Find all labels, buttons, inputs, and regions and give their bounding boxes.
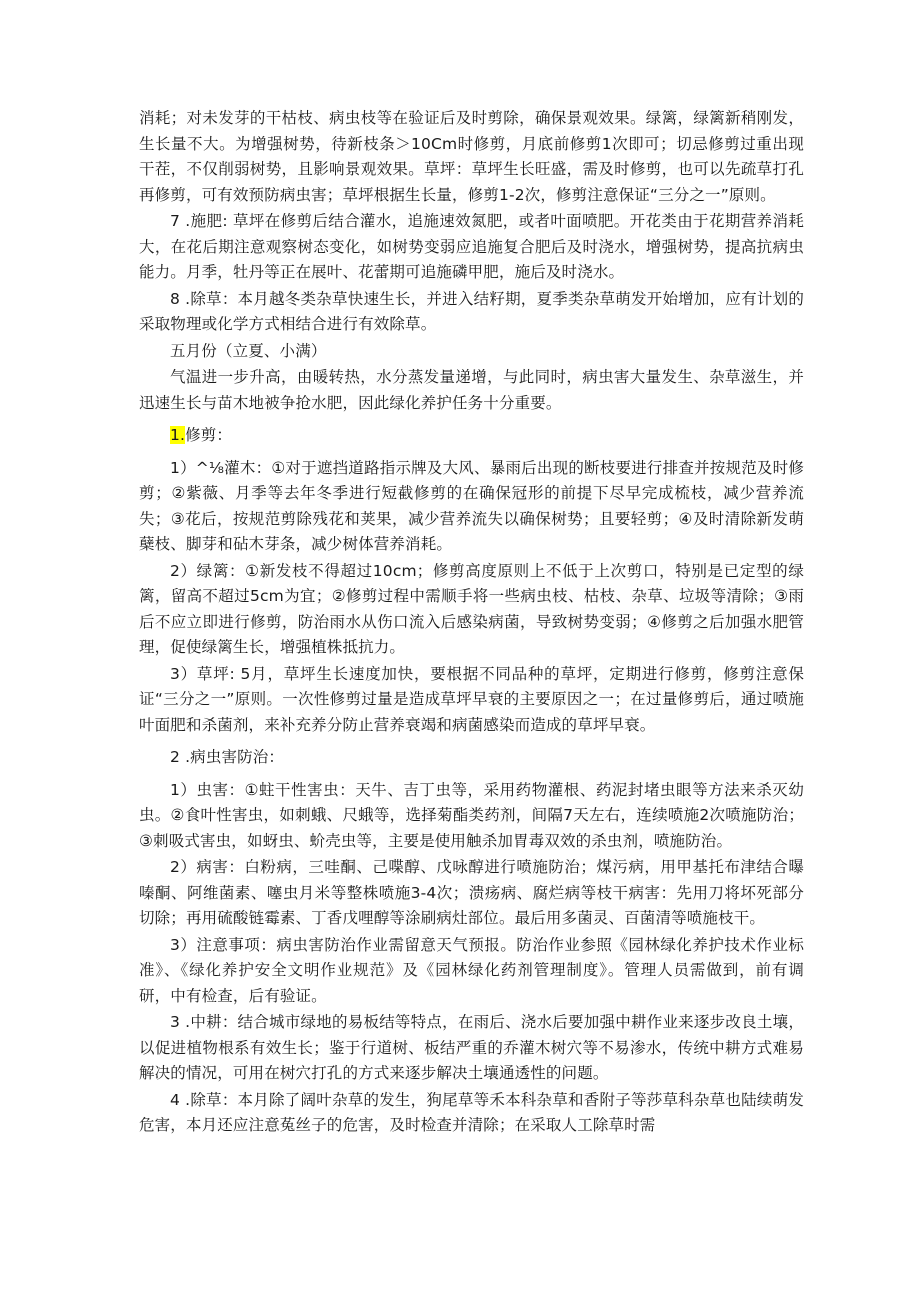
subheading-pruning [139, 423, 804, 449]
paragraph-april-pruning-continued: 消耗；对未发芽的干枯枝、病虫枝等在验证后及时剪除，确保景观效果。绿篱，绿篱新稍刚发，生长量不大。为增强树势，待新枝条＞10Cm时修剪，月底前修剪1次即可；切忌修剪过重出现干茬，不仅削弱树势，且影响景观效果。草坪：草坪生长旺盛，需及时修剪，也可以先疏草打孔再修剪，可有效预防病虫害；草坪根据生长量，修剪1-2次，修剪注意保证“三分之一”原则。 [139, 109, 804, 204]
paragraph-weeding-april: 8 .除草：本月越冬类杂草快速生长，并进入结籽期，夏季类杂草萌发开始增加，应有计划的采取物理或化学方式相结合进行有效除草。 [139, 289, 804, 333]
paragraph-fertilizing: 7 .施肥: 草坪在修剪后结合灌水，追施速效氮肥，或者叶面喷肥。开花类由于花期营养消耗大，在花后期注意观察树态变化，如树势变弱应追施复合肥后及时浇水，增强树势，提高抗病虫能力。月季，牡丹等正在展叶、花蕾期可追施磷甲肥，施后及时浇水。 [139, 212, 804, 281]
section-heading-may: 五月份（立夏、小满） [170, 341, 327, 360]
paragraph-weeding-may: 4 .除草：本月除了阔叶杂草的发生，狗尾草等禾本科杂草和香附子等莎草科杂草也陆续萌发危害，本月还应注意菟丝子的危害，及时检查并清除；在采取人工除草时需 [139, 1090, 804, 1134]
paragraph-pruning-hedges: 2）绿篱：①新发枝不得超过10cm；修剪高度原则上不低于上次剪口，特别是已定型的绿篱，留高不超过5cm为宜；②修剪过程中需顺手将一些病虫枝、枯枝、杂草、垃圾等清除；③雨后不应立即进行修剪，防治雨水从伤口流入后感染病菌，导致树势变弱；④修剪之后加强水肥管理，促使绿篱生长，增强植株抵抗力。 [139, 561, 804, 656]
paragraph-insect-pests: 1）虫害：①蛀干性害虫：天牛、吉丁虫等，采用药物灌根、药泥封堵虫眼等方法来杀灭幼虫。②食叶性害虫，如刺蛾、尺蛾等，选择菊酯类药剂，间隔7天左右，连续喷施2次喷施防治；③刺吸式害虫，如蚜虫、蚧壳虫等，主要是使用触杀加胃毒双效的杀虫剂，喷施防治。 [139, 780, 804, 850]
paragraph-diseases: 2）病害：白粉病，三哇酮、己喋醇、戊咏醇进行喷施防治；煤污病，用甲基托布津结合曝嗪酮、阿维菌素、噻虫月米等整株喷施3-4次；溃疡病、腐烂病等枝干病害：先用刀将坏死部分切除；再用硫酸链霉素、丁香戊哩醇等涂刷病灶部位。最后用多菌灵、百菌清等喷施枝干。 [139, 858, 804, 927]
highlighted-number: 1. [170, 426, 186, 444]
paragraph-cultivation: 3 .中耕：结合城市绿地的易板结等特点，在雨后、浇水后要加强中耕作业来逐步改良土壤，以促进植物根系有效生长；鉴于行道树、板结严重的乔灌木树穴等不易渗水，传统中耕方式难易解决的情况，可用在树穴打孔的方式来逐步解决土壤通透性的问题。 [139, 1013, 804, 1082]
paragraph-precautions: 3）注意事项：病虫害防治作业需留意天气预报。防治作业参照《园林绿化养护技术作业标准》、《绿化养护安全文明作业规范》及《园林绿化药剂管理制度》。管理人员需做到，前有调研，中有检查，后有验证。 [139, 935, 804, 1005]
subheading-pest-control: 2 .病虫害防治： [170, 748, 285, 766]
document-body [139, 106, 804, 1139]
subheading-pruning-label: 修剪： [185, 426, 233, 444]
paragraph-pruning-shrubs: 1）^⅛灌木：①对于遮挡道路指示牌及大风、暴雨后出现的断枝要进行排查并按规范及时修剪；②紫薇、月季等去年冬季进行短截修剪的在确保冠形的前提下尽早完成梳枝，减少营养流失；③花后，按规范剪除残花和荚果，减少营养流失以确保树势；且要轻剪；④及时清除新发萌蘖枝、脚芽和砧木芽条，减少树体营养消耗。 [139, 458, 804, 553]
paragraph-pruning-lawn: 3）草坪: 5月，草坪生长速度加快，要根据不同品种的草坪，定期进行修剪，修剪注意保证“三分之一”原则。一次性修剪过量是造成草坪早衰的主要原因之一；在过量修剪后，通过喷施叶面肥和杀菌剂，来补充养分防止营养衰竭和病菌感染而造成的草坪早衰。 [139, 664, 804, 734]
paragraph-may-intro: 气温进一步升高，由暖转热，水分蒸发量递增，与此同时，病虫害大量发生、杂草滋生，并迅速生长与苗木地被争抢水肥，因此绿化养护任务十分重要。 [139, 368, 804, 412]
